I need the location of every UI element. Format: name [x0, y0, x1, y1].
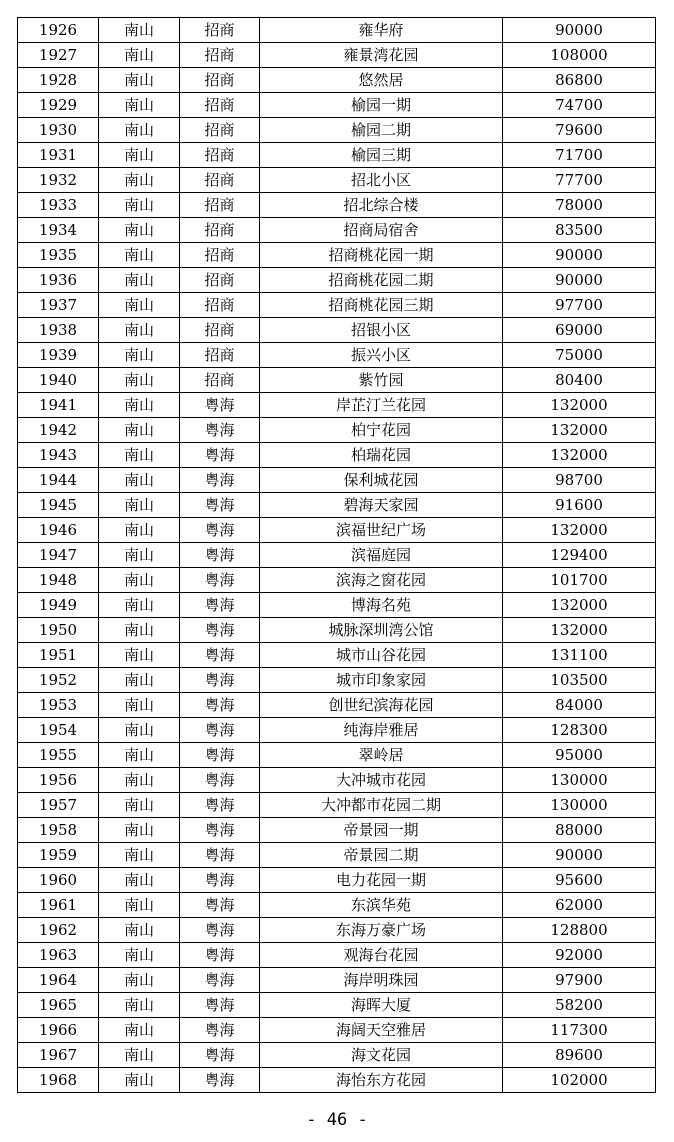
subdistrict-cell: 粤海 [180, 968, 260, 993]
price-cell: 132000 [503, 618, 656, 643]
row-number-cell: 1950 [18, 618, 99, 643]
subdistrict-cell: 招商 [180, 43, 260, 68]
row-number-cell: 1965 [18, 993, 99, 1018]
district-cell: 南山 [99, 768, 180, 793]
property-name-cell: 海晖大厦 [260, 993, 503, 1018]
subdistrict-cell: 粤海 [180, 468, 260, 493]
district-cell: 南山 [99, 818, 180, 843]
price-cell: 84000 [503, 693, 656, 718]
price-cell: 130000 [503, 793, 656, 818]
price-cell: 131100 [503, 643, 656, 668]
row-number-cell: 1960 [18, 868, 99, 893]
price-cell: 132000 [503, 593, 656, 618]
table-row [18, 18, 656, 43]
property-name-cell: 滨福庭园 [260, 543, 503, 568]
subdistrict-cell: 粤海 [180, 493, 260, 518]
price-cell: 90000 [503, 243, 656, 268]
property-name-cell: 榆园三期 [260, 143, 503, 168]
row-number-cell: 1935 [18, 243, 99, 268]
subdistrict-cell: 招商 [180, 218, 260, 243]
district-cell: 南山 [99, 668, 180, 693]
price-cell: 90000 [503, 18, 656, 43]
row-number-cell: 1951 [18, 643, 99, 668]
property-name-cell: 保利城花园 [260, 468, 503, 493]
district-cell: 南山 [99, 293, 180, 318]
table-row [18, 893, 656, 918]
property-name-cell: 大冲都市花园二期 [260, 793, 503, 818]
price-cell: 79600 [503, 118, 656, 143]
table-row [18, 493, 656, 518]
property-name-cell: 纯海岸雅居 [260, 718, 503, 743]
row-number-cell: 1945 [18, 493, 99, 518]
district-cell: 南山 [99, 718, 180, 743]
property-name-cell: 榆园二期 [260, 118, 503, 143]
price-cell: 91600 [503, 493, 656, 518]
subdistrict-cell: 粤海 [180, 418, 260, 443]
subdistrict-cell: 招商 [180, 293, 260, 318]
property-name-cell: 招北小区 [260, 168, 503, 193]
table-row [18, 793, 656, 818]
row-number-cell: 1941 [18, 393, 99, 418]
subdistrict-cell: 招商 [180, 193, 260, 218]
row-number-cell: 1932 [18, 168, 99, 193]
subdistrict-cell: 粤海 [180, 993, 260, 1018]
row-number-cell: 1958 [18, 818, 99, 843]
property-name-cell: 翠岭居 [260, 743, 503, 768]
row-number-cell: 1939 [18, 343, 99, 368]
property-name-cell: 招银小区 [260, 318, 503, 343]
district-cell: 南山 [99, 1018, 180, 1043]
property-name-cell: 帝景园一期 [260, 818, 503, 843]
property-name-cell: 观海台花园 [260, 943, 503, 968]
table-row [18, 93, 656, 118]
row-number-cell: 1967 [18, 1043, 99, 1068]
price-cell: 128300 [503, 718, 656, 743]
district-cell: 南山 [99, 1068, 180, 1093]
table-row [18, 993, 656, 1018]
property-name-cell: 海文花园 [260, 1043, 503, 1068]
subdistrict-cell: 招商 [180, 318, 260, 343]
row-number-cell: 1926 [18, 18, 99, 43]
property-name-cell: 创世纪滨海花园 [260, 693, 503, 718]
property-name-cell: 海岸明珠园 [260, 968, 503, 993]
row-number-cell: 1964 [18, 968, 99, 993]
property-name-cell: 大冲城市花园 [260, 768, 503, 793]
district-cell: 南山 [99, 268, 180, 293]
table-body [18, 18, 656, 1093]
district-cell: 南山 [99, 1043, 180, 1068]
price-cell: 129400 [503, 543, 656, 568]
district-cell: 南山 [99, 993, 180, 1018]
price-cell: 78000 [503, 193, 656, 218]
property-name-cell: 紫竹园 [260, 368, 503, 393]
row-number-cell: 1943 [18, 443, 99, 468]
property-name-cell: 振兴小区 [260, 343, 503, 368]
subdistrict-cell: 粤海 [180, 918, 260, 943]
row-number-cell: 1968 [18, 1068, 99, 1093]
price-cell: 95000 [503, 743, 656, 768]
district-cell: 南山 [99, 968, 180, 993]
table-row [18, 618, 656, 643]
row-number-cell: 1936 [18, 268, 99, 293]
property-name-cell: 碧海天家园 [260, 493, 503, 518]
property-name-cell: 城市印象家园 [260, 668, 503, 693]
table-row [18, 843, 656, 868]
table-row [18, 268, 656, 293]
row-number-cell: 1959 [18, 843, 99, 868]
district-cell: 南山 [99, 443, 180, 468]
price-cell: 90000 [503, 268, 656, 293]
price-cell: 80400 [503, 368, 656, 393]
property-name-cell: 东滨华苑 [260, 893, 503, 918]
housing-price-table [17, 17, 656, 1093]
subdistrict-cell: 招商 [180, 368, 260, 393]
subdistrict-cell: 粤海 [180, 943, 260, 968]
district-cell: 南山 [99, 518, 180, 543]
row-number-cell: 1931 [18, 143, 99, 168]
table-row [18, 818, 656, 843]
table-row [18, 393, 656, 418]
price-cell: 132000 [503, 518, 656, 543]
district-cell: 南山 [99, 943, 180, 968]
district-cell: 南山 [99, 368, 180, 393]
row-number-cell: 1952 [18, 668, 99, 693]
district-cell: 南山 [99, 243, 180, 268]
row-number-cell: 1966 [18, 1018, 99, 1043]
subdistrict-cell: 招商 [180, 143, 260, 168]
table-row [18, 768, 656, 793]
district-cell: 南山 [99, 918, 180, 943]
property-name-cell: 海阔天空雅居 [260, 1018, 503, 1043]
table-row [18, 318, 656, 343]
subdistrict-cell: 粤海 [180, 1068, 260, 1093]
price-cell: 74700 [503, 93, 656, 118]
price-cell: 98700 [503, 468, 656, 493]
subdistrict-cell: 粤海 [180, 868, 260, 893]
subdistrict-cell: 粤海 [180, 568, 260, 593]
table-row [18, 343, 656, 368]
row-number-cell: 1933 [18, 193, 99, 218]
table-row [18, 643, 656, 668]
page-number: - 46 - [306, 1110, 368, 1130]
subdistrict-cell: 粤海 [180, 543, 260, 568]
table-row [18, 568, 656, 593]
district-cell: 南山 [99, 618, 180, 643]
price-cell: 97700 [503, 293, 656, 318]
row-number-cell: 1963 [18, 943, 99, 968]
price-cell: 88000 [503, 818, 656, 843]
district-cell: 南山 [99, 168, 180, 193]
district-cell: 南山 [99, 693, 180, 718]
district-cell: 南山 [99, 93, 180, 118]
property-name-cell: 招商桃花园三期 [260, 293, 503, 318]
table-row [18, 543, 656, 568]
subdistrict-cell: 粤海 [180, 843, 260, 868]
table-row [18, 68, 656, 93]
district-cell: 南山 [99, 68, 180, 93]
property-name-cell: 雍华府 [260, 18, 503, 43]
table-row [18, 693, 656, 718]
subdistrict-cell: 粤海 [180, 693, 260, 718]
property-name-cell: 悠然居 [260, 68, 503, 93]
price-cell: 95600 [503, 868, 656, 893]
property-name-cell: 榆园一期 [260, 93, 503, 118]
table-row [18, 43, 656, 68]
property-name-cell: 东海万豪广场 [260, 918, 503, 943]
subdistrict-cell: 粤海 [180, 393, 260, 418]
table-row [18, 968, 656, 993]
district-cell: 南山 [99, 343, 180, 368]
table-row [18, 118, 656, 143]
price-cell: 75000 [503, 343, 656, 368]
price-cell: 130000 [503, 768, 656, 793]
subdistrict-cell: 招商 [180, 68, 260, 93]
property-name-cell: 柏瑞花园 [260, 443, 503, 468]
subdistrict-cell: 粤海 [180, 618, 260, 643]
price-cell: 90000 [503, 843, 656, 868]
table-row [18, 193, 656, 218]
district-cell: 南山 [99, 218, 180, 243]
district-cell: 南山 [99, 493, 180, 518]
row-number-cell: 1948 [18, 568, 99, 593]
property-name-cell: 博海名苑 [260, 593, 503, 618]
price-cell: 132000 [503, 418, 656, 443]
district-cell: 南山 [99, 418, 180, 443]
table-row [18, 168, 656, 193]
table-row [18, 443, 656, 468]
row-number-cell: 1937 [18, 293, 99, 318]
subdistrict-cell: 粤海 [180, 793, 260, 818]
subdistrict-cell: 招商 [180, 268, 260, 293]
subdistrict-cell: 粤海 [180, 768, 260, 793]
district-cell: 南山 [99, 318, 180, 343]
subdistrict-cell: 粤海 [180, 668, 260, 693]
property-name-cell: 柏宁花园 [260, 418, 503, 443]
price-cell: 69000 [503, 318, 656, 343]
property-name-cell: 城脉深圳湾公馆 [260, 618, 503, 643]
table-row [18, 218, 656, 243]
district-cell: 南山 [99, 193, 180, 218]
table-row [18, 743, 656, 768]
property-name-cell: 岸芷汀兰花园 [260, 393, 503, 418]
property-name-cell: 招商桃花园一期 [260, 243, 503, 268]
price-cell: 102000 [503, 1068, 656, 1093]
row-number-cell: 1953 [18, 693, 99, 718]
property-name-cell: 招商桃花园二期 [260, 268, 503, 293]
table-row [18, 868, 656, 893]
district-cell: 南山 [99, 543, 180, 568]
district-cell: 南山 [99, 593, 180, 618]
price-cell: 132000 [503, 443, 656, 468]
district-cell: 南山 [99, 393, 180, 418]
property-name-cell: 滨福世纪广场 [260, 518, 503, 543]
table-row [18, 1043, 656, 1068]
property-name-cell: 城市山谷花园 [260, 643, 503, 668]
row-number-cell: 1962 [18, 918, 99, 943]
row-number-cell: 1949 [18, 593, 99, 618]
subdistrict-cell: 粤海 [180, 1018, 260, 1043]
district-cell: 南山 [99, 568, 180, 593]
subdistrict-cell: 粤海 [180, 893, 260, 918]
price-cell: 92000 [503, 943, 656, 968]
subdistrict-cell: 招商 [180, 168, 260, 193]
district-cell: 南山 [99, 868, 180, 893]
row-number-cell: 1956 [18, 768, 99, 793]
row-number-cell: 1947 [18, 543, 99, 568]
price-cell: 58200 [503, 993, 656, 1018]
district-cell: 南山 [99, 43, 180, 68]
table-row [18, 143, 656, 168]
subdistrict-cell: 招商 [180, 93, 260, 118]
district-cell: 南山 [99, 118, 180, 143]
row-number-cell: 1954 [18, 718, 99, 743]
price-cell: 83500 [503, 218, 656, 243]
table-row [18, 593, 656, 618]
table-row [18, 293, 656, 318]
table-row [18, 243, 656, 268]
property-name-cell: 海怡东方花园 [260, 1068, 503, 1093]
table-row [18, 518, 656, 543]
row-number-cell: 1927 [18, 43, 99, 68]
row-number-cell: 1946 [18, 518, 99, 543]
property-name-cell: 招商局宿舍 [260, 218, 503, 243]
row-number-cell: 1929 [18, 93, 99, 118]
row-number-cell: 1930 [18, 118, 99, 143]
table-row [18, 718, 656, 743]
price-cell: 97900 [503, 968, 656, 993]
row-number-cell: 1928 [18, 68, 99, 93]
price-cell: 71700 [503, 143, 656, 168]
subdistrict-cell: 粤海 [180, 593, 260, 618]
subdistrict-cell: 粤海 [180, 443, 260, 468]
row-number-cell: 1940 [18, 368, 99, 393]
row-number-cell: 1934 [18, 218, 99, 243]
district-cell: 南山 [99, 893, 180, 918]
property-name-cell: 电力花园一期 [260, 868, 503, 893]
price-cell: 62000 [503, 893, 656, 918]
property-name-cell: 帝景园二期 [260, 843, 503, 868]
subdistrict-cell: 粤海 [180, 743, 260, 768]
subdistrict-cell: 粤海 [180, 643, 260, 668]
subdistrict-cell: 招商 [180, 243, 260, 268]
subdistrict-cell: 招商 [180, 18, 260, 43]
subdistrict-cell: 招商 [180, 343, 260, 368]
property-name-cell: 招北综合楼 [260, 193, 503, 218]
district-cell: 南山 [99, 143, 180, 168]
price-cell: 103500 [503, 668, 656, 693]
row-number-cell: 1957 [18, 793, 99, 818]
price-cell: 108000 [503, 43, 656, 68]
price-cell: 101700 [503, 568, 656, 593]
table-row [18, 1018, 656, 1043]
price-cell: 89600 [503, 1043, 656, 1068]
district-cell: 南山 [99, 743, 180, 768]
property-name-cell: 滨海之窗花园 [260, 568, 503, 593]
row-number-cell: 1942 [18, 418, 99, 443]
subdistrict-cell: 招商 [180, 118, 260, 143]
table-row [18, 468, 656, 493]
table-row [18, 918, 656, 943]
table-row [18, 1068, 656, 1093]
price-cell: 128800 [503, 918, 656, 943]
price-cell: 117300 [503, 1018, 656, 1043]
table-row [18, 418, 656, 443]
district-cell: 南山 [99, 843, 180, 868]
district-cell: 南山 [99, 643, 180, 668]
district-cell: 南山 [99, 468, 180, 493]
row-number-cell: 1944 [18, 468, 99, 493]
district-cell: 南山 [99, 793, 180, 818]
subdistrict-cell: 粤海 [180, 818, 260, 843]
row-number-cell: 1938 [18, 318, 99, 343]
row-number-cell: 1955 [18, 743, 99, 768]
subdistrict-cell: 粤海 [180, 518, 260, 543]
price-cell: 132000 [503, 393, 656, 418]
property-name-cell: 雍景湾花园 [260, 43, 503, 68]
price-cell: 86800 [503, 68, 656, 93]
table-row [18, 943, 656, 968]
row-number-cell: 1961 [18, 893, 99, 918]
table-row [18, 668, 656, 693]
table-row [18, 368, 656, 393]
subdistrict-cell: 粤海 [180, 718, 260, 743]
district-cell: 南山 [99, 18, 180, 43]
subdistrict-cell: 粤海 [180, 1043, 260, 1068]
price-cell: 77700 [503, 168, 656, 193]
